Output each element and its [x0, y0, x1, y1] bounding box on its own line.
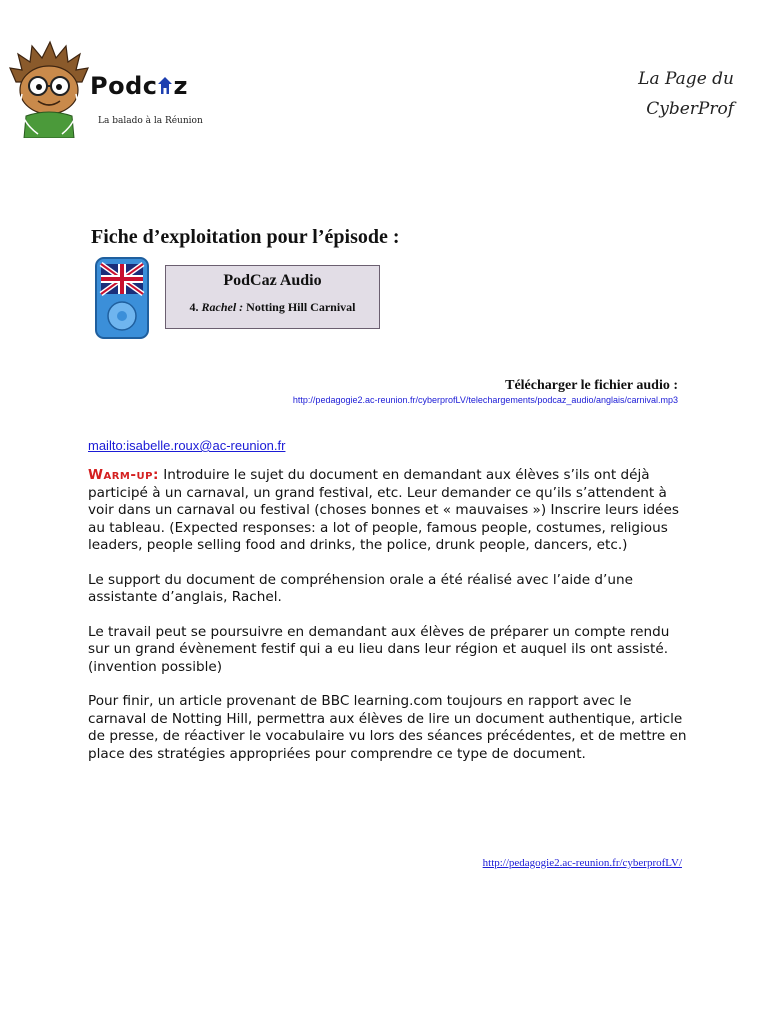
house-icon	[157, 76, 173, 96]
podcaz-logo	[8, 38, 218, 138]
mascot-logo-icon	[8, 38, 90, 138]
episode-box	[165, 265, 380, 329]
logo-title	[90, 72, 188, 100]
mailto-link[interactable]: mailto:isabelle.roux@ac-reunion.fr	[88, 438, 286, 453]
footer-link[interactable]: http://pedagogie2.ac-reunion.fr/cyberprofLV/	[482, 857, 682, 869]
page-heading: Fiche d’exploitation pour l’épisode :	[91, 226, 400, 248]
episode-name: Notting Hill Carnival	[246, 300, 356, 314]
download-link[interactable]: http://pedagogie2.ac-reunion.fr/cyberprofLV/telechargements/podcaz_audio/anglais/carnival.mp3	[292, 395, 678, 405]
episode-subtitle	[166, 300, 379, 315]
paragraph-travail: Le travail peut se poursuivre en demandant aux élèves de préparer un compte rendu sur un grand évènement festif qui a eu lieu dans leur région et auquel ils ont assisté. (invention possible)	[88, 623, 670, 675]
cyberprof-title	[638, 64, 734, 124]
episode-speaker: Rachel :	[201, 300, 244, 314]
ipod-uk-flag-icon	[94, 256, 150, 340]
episode-number: 4.	[189, 300, 199, 314]
paragraph-article: Pour finir, un article provenant de BBC learning.com toujours en rapport avec le carnaval de Notting Hill, permettra aux élèves de lire un document authentique, article de presse, de réactiver le vocabulaire vu lors des séances précédentes, et de mettre en place des stratégies appropriées pour comprendre ce type de document.	[88, 693, 687, 762]
body-text	[88, 467, 688, 780]
logo-tagline: La balado à la Réunion	[98, 116, 203, 126]
logo-title-right: z	[173, 72, 188, 100]
episode-title: PodCaz Audio	[223, 272, 322, 289]
cyberprof-line2: CyberProf	[646, 99, 734, 119]
warmup-label: Warm-up:	[88, 467, 159, 483]
warmup-text: Introduire le sujet du document en demandant aux élèves s’ils ont déjà participé à un carnaval, un grand festival, etc. Leur demander ce qu’ils s’attendent à voir dans un carnaval ou festival (choses bonnes et « mauvaises ») Inscrire leurs idées au tableau. (Expected responses: a lot of people, famous people, costumes, religious leaders, people selling food and drinks, the police, drunk people, dancers, etc.)	[88, 467, 679, 553]
download-label: Télécharger le fichier audio :	[505, 378, 678, 393]
warmup-paragraph	[88, 467, 688, 555]
paragraph-support: Le support du document de compréhension orale a été réalisé avec l’aide d’une assistante d’anglais, Rachel.	[88, 571, 633, 605]
logo-title-left: Podc	[90, 72, 158, 100]
cyberprof-line1: La Page du	[638, 69, 734, 89]
